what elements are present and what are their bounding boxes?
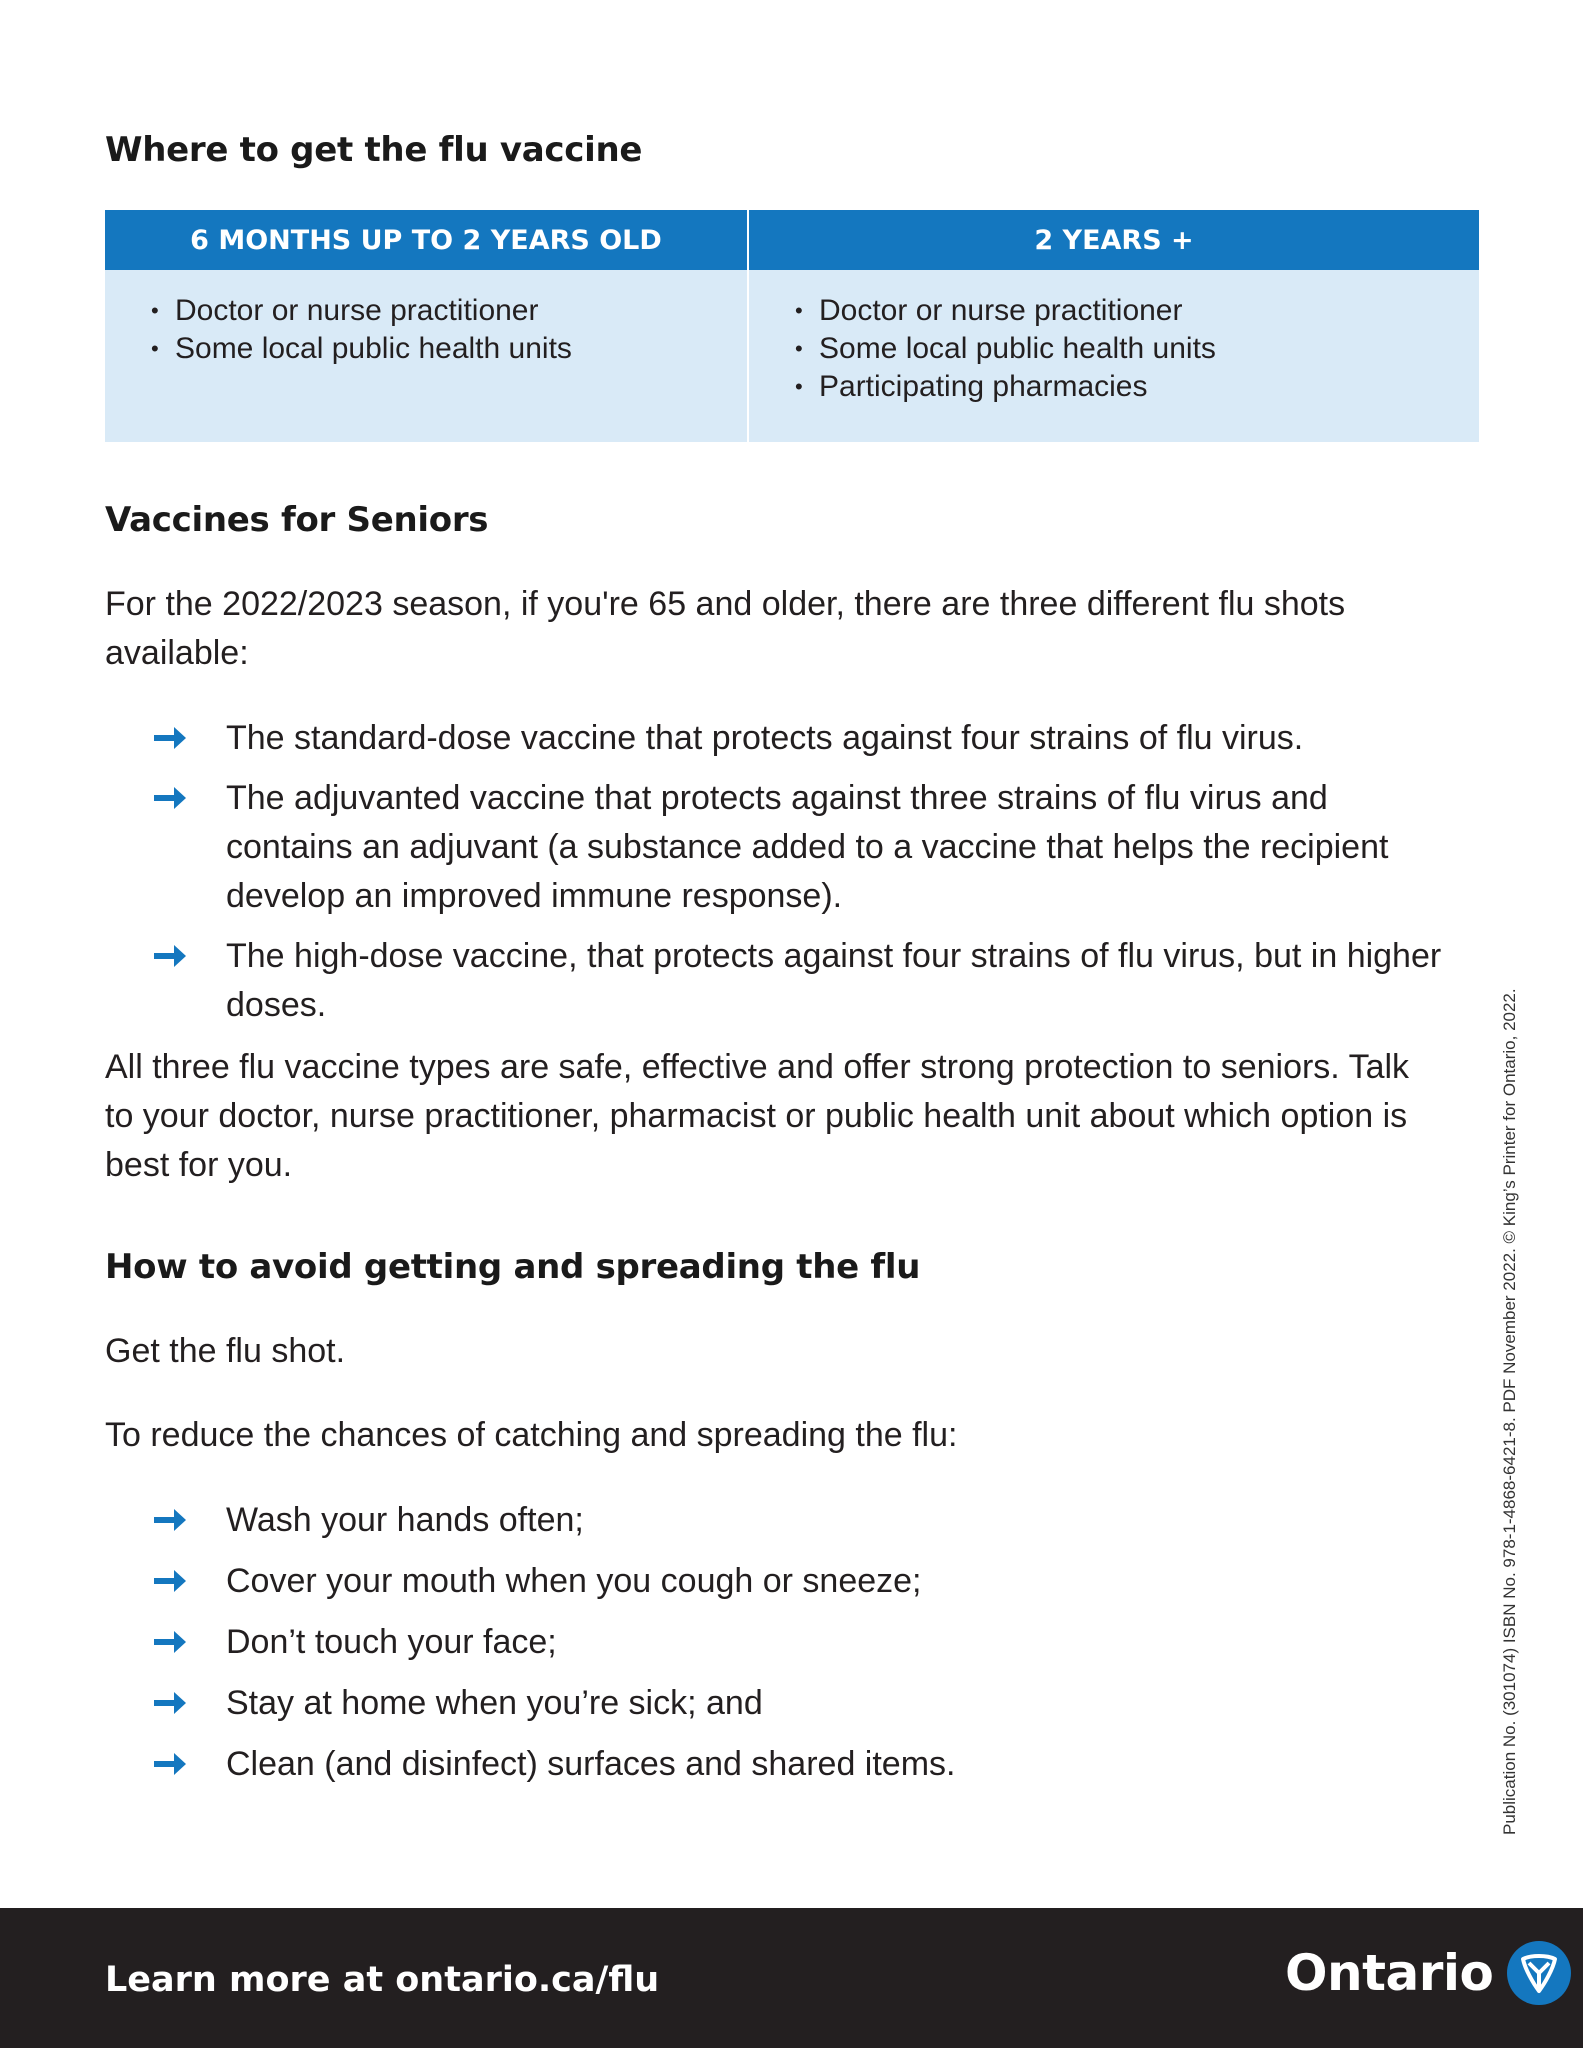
- where-to-get-table: [105, 210, 1479, 442]
- list-item: • Doctor or nurse practitioner: [795, 292, 1479, 330]
- arrow-right-icon: [152, 941, 188, 971]
- list-item: [0, 714, 1583, 763]
- list-item: [0, 1496, 1583, 1557]
- list-item: • Participating pharmacies: [795, 368, 1479, 406]
- list-item: [0, 774, 1583, 921]
- arrow-right-icon: [152, 1566, 188, 1596]
- seniors-intro: For the 2022/2023 season, if you're 65 and older, there are three different flu shots available:: [105, 585, 1346, 672]
- list-item-text: The adjuvanted vaccine that protects against three strains of flu virus and contains an adjuvant (a substance added to a vaccine that helps the recipient develop an improved immune response).: [226, 779, 1389, 915]
- arrow-right-icon: [152, 1749, 188, 1779]
- arrow-right-icon: [152, 783, 188, 813]
- column-body: [105, 270, 747, 442]
- list-item: • Some local public health units: [795, 330, 1479, 368]
- list-item-text: Clean (and disinfect) surfaces and shared items.: [226, 1745, 956, 1783]
- arrow-right-icon: [152, 1627, 188, 1657]
- list-item: • Some local public health units: [151, 330, 747, 368]
- arrow-right-icon: [152, 1688, 188, 1718]
- arrow-right-icon: [152, 1505, 188, 1535]
- heading-vaccines-for-seniors: Vaccines for Seniors: [105, 500, 489, 540]
- learn-more-link[interactable]: Learn more at ontario.ca/flu: [105, 1960, 660, 2000]
- arrow-right-icon: [152, 723, 188, 753]
- list-item: [0, 932, 1583, 1030]
- list-item-text: Stay at home when you’re sick; and: [226, 1684, 763, 1722]
- seniors-summary: All three flu vaccine types are safe, effective and offer strong protection to seniors. Talk to your doctor, nurse practitioner, pharmacist or public health unit about which option is best for you.: [105, 1048, 1410, 1184]
- prevention-tips-list: [0, 1496, 1583, 1801]
- trillium-icon: [1505, 1939, 1573, 2007]
- list-item: [0, 1618, 1583, 1679]
- column-header: 6 MONTHS UP TO 2 YEARS OLD: [105, 210, 747, 270]
- column-header: 2 YEARS +: [749, 210, 1479, 270]
- table-column-2-years: [747, 210, 1479, 442]
- list-item: [0, 1740, 1583, 1801]
- ontario-logo: [1285, 1938, 1573, 2008]
- publication-note: Publication No. (301074) ISBN No. 978-1-4868-6421-8. PDF November 2022. © King’s Printer for Ontario, 2022.: [1500, 988, 1519, 1835]
- list-item-text: The high-dose vaccine, that protects against four strains of flu virus, but in higher doses.: [226, 937, 1442, 1024]
- vaccine-types-list: [0, 714, 1583, 1041]
- list-item-text: Don’t touch your face;: [226, 1623, 557, 1661]
- ontario-wordmark: Ontario: [1285, 1944, 1494, 2002]
- get-flu-shot-text: Get the flu shot.: [105, 1332, 346, 1370]
- footer-bar: [0, 1908, 1583, 2048]
- list-item-text: The standard-dose vaccine that protects against four strains of flu virus.: [226, 719, 1304, 757]
- table-column-6-months: [105, 210, 747, 442]
- list-item: [0, 1679, 1583, 1740]
- column-body: [749, 270, 1479, 442]
- heading-where-to-get: Where to get the flu vaccine: [105, 130, 643, 170]
- list-item-text: Wash your hands often;: [226, 1501, 584, 1539]
- list-item: [0, 1557, 1583, 1618]
- list-item: • Doctor or nurse practitioner: [151, 292, 747, 330]
- heading-how-to-avoid: How to avoid getting and spreading the flu: [105, 1247, 921, 1287]
- list-item-text: Cover your mouth when you cough or sneeze;: [226, 1562, 922, 1600]
- reduce-chances-intro: To reduce the chances of catching and spreading the flu:: [105, 1416, 958, 1454]
